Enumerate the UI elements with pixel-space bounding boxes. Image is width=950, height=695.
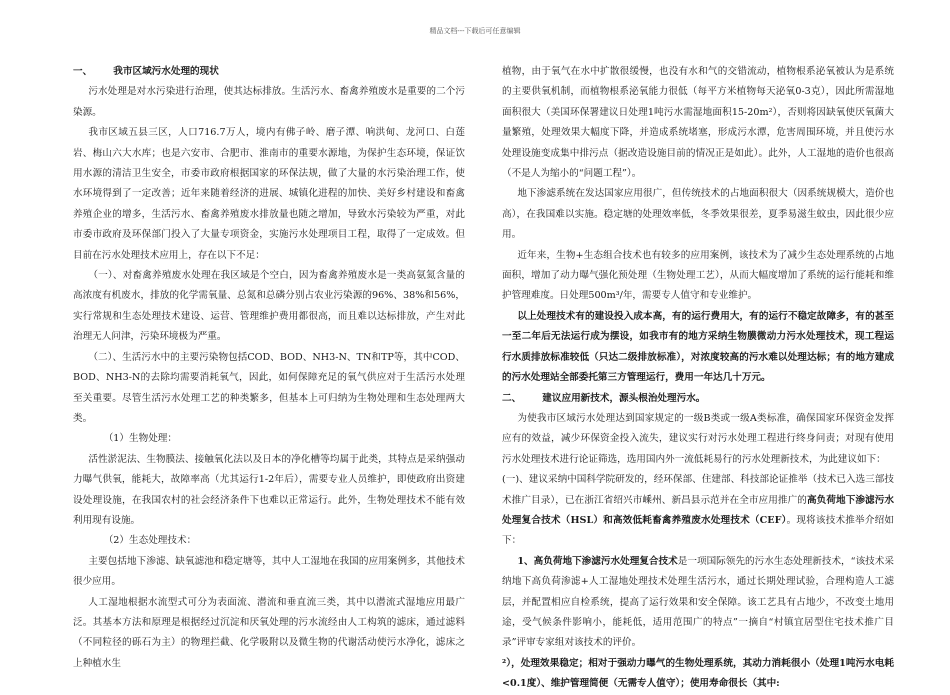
text-run: 是一项国际领先的污水生态处理新技术，“该技术采纳地下高负荷渗滤+人工湿地处理技术处理生活污水，通过长期处理试验，合理构造人工滤层，并配置相应自检系统，提高了运行效果和安全保障。该工艺具有占地少，不改变土地用途，受气候条件影响小，能耗低，适用范围广的特点”一摘自“村镇宜居型住宅技术推广目录”评审专家组对该技术的评价。 — [502, 555, 894, 649]
subheading: （1）生物处理： — [103, 433, 177, 445]
right-column — [502, 62, 894, 695]
text-run: 。现将该技术推举介绍如下： — [502, 514, 894, 547]
paragraph: 污水处理是对水污染进行治理，使其达标排放。生活污水、畜禽养殖废水是重要的二个污染源。 — [73, 86, 465, 118]
left-column — [73, 62, 465, 674]
paragraph — [502, 552, 894, 654]
paragraph: 人工湿地根据水流型式可分为表面流、潜流和垂直流三类，其中以潜流式湿地应用最广泛。其基本方法和原理是根据经过沉淀和厌氧处理的污水流经由人工构筑的滤床，通过滤料（不同粒径的砾石为主）的物理拦截、化学吸附以及微生物的代谢活动使污水净化，滤床之上种植水生 — [73, 596, 465, 669]
section-heading-2 — [502, 389, 894, 409]
paragraph: （一）、对畜禽养殖废水处理在我区域是个空白，因为畜禽养殖废水是一类高氨氮含量的高浓度有机废水，排放的化学需氧量、总氮和总磷分别占农业污染源的96%、38%和56%，实行常规和生态处理技术建设、运营、管理维护费用都很高，而且难以达标排放，产生对此治理无人问津，污染环境极为严重。 — [73, 270, 465, 343]
section-number: 一、 — [73, 66, 93, 77]
paragraph: 近年来，生物+生态组合技术也有较多的应用案例，该技术为了减少生态处理系统的占地面积，增加了动力曝气强化预处理（生物处理工艺），从而大幅度增加了系统的运行能耗和维护管理难度。日处理500m³/年，需要专人值守和专业维护。 — [502, 249, 894, 302]
paragraph — [502, 470, 894, 552]
section-number: 二、 — [502, 392, 522, 404]
bold-run: 1、高负荷地下渗滤污水处理复合技术 — [517, 555, 678, 567]
bold-paragraph: ²），处理效果稳定；相对于强动力曝气的生物处理系统，其动力消耗很小（处理1吨污水电耗<0.1度）、维护管理简便（无需专人值守）；使用寿命很长（其中: — [502, 657, 894, 690]
paragraph: 地下渗滤系统在发达国家应用很广，但传统技术的占地面积很大（因系统规模大，造价也高），在我国难以实施。稳定塘的处理效率低，冬季效果很差，夏季易滋生蚊虫，因此很少应用。 — [502, 188, 894, 241]
paragraph: 为使我市区域污水处理达到国家规定的一级B类或一级A类标准，确保国家环保资金发挥应有的效益，减少环保资金投入流失，建议实行对污水处理工程进行终身问责；对现有使用污水处理技术进行论证筛选，选用国内外一流低耗易行的污水处理新技术，为此建议如下： — [502, 412, 894, 465]
section-title: 建议应用新技术，源头根治处理污水。 — [542, 392, 706, 404]
paragraph: 活性淤泥法、生物膜法、接触氧化法以及日本的净化槽等均属于此类，其特点是采纳强动力曝气供氧，能耗大，故障率高（尤其运行1-2年后），需要专业人员维护，即使政府出资建设处理设施，在我国农村的社会经济条件下也难以正常运行。此外，生物处理技术不能有效利用现有设施。 — [73, 453, 465, 526]
bold-run: 高负荷地下渗滤污水处理复合技术（HSL）和高效低耗畜禽养殖废水处理技术（CEF） — [502, 494, 895, 526]
paragraph: 我市区域五县三区，人口716.7万人，境内有佛子岭、磨子潭、响洪甸、龙河口、白莲岩、梅山六大水库；也是六安市、合肥市、淮南市的重要水源地，为保护生态环境，保证饮用水源的清洁卫生安全，市委市政府根据国家的环保法规，做了大量的水污染治理工作，使水环境得到了一定改善；近年来随着经济的进展、城镇化进程的加快、美好乡村建设和畜禽养殖企业的增多，生活污水、畜禽养殖废水排放量也随之增加，导致水污染较为严重，对此市委市政府及环保部门投入了大量专项资金，实施污水处理项目工程，取得了一定成效。但目前在污水处理技术应用上，存在以下不足： — [73, 127, 465, 261]
section-heading-1 — [73, 62, 465, 82]
section-title: 我市区域污水处理的现状 — [113, 66, 219, 77]
subheading: （2）生态处理技术： — [103, 535, 197, 547]
bold-paragraph: 以上处理技术有的建设投入成本高，有的运行费用大，有的运行不稳定故障多，有的甚至一至二年后无法运行成为摆设，如我市有的地方采纳生物膜微动力污水处理技术，现工程运行水质排放标准较低（只达二级排放标准），对浓度较高的污水难以处理达标；有的地方建成的污水处理站全部委托第三方管理运行，费用一年达几十万元。 — [502, 310, 894, 384]
paragraph: 主要包括地下渗滤、缺氧滤池和稳定塘等，其中人工湿地在我国的应用案例多，其他技术很少应用。 — [73, 555, 465, 588]
paragraph: （二）、生活污水中的主要污染物包括COD、BOD、NH3-N、TN和TP等，其中COD、BOD、NH3-N的去除均需要消耗氧气，因此，如何保障充足的氧气供应对于生活污水处理至关重要。尽管生活污水处理工艺的种类繁多，但基本上可归纳为生物处理和生态处理两大类。 — [73, 351, 465, 424]
page-header: 精品文档---下载后可任意编辑 — [429, 27, 521, 35]
text-run: (一)、建议采纳中国科学院研发的，经环保部、住建部、科技部论证推举（技术已入选三部技术推广目录），已在浙江省绍兴市嵊州、新昌县示范并在全市应用推广的 — [502, 474, 894, 506]
paragraph: 植物，由于氧气在水中扩散很缓慢，也没有水和气的交错流动，植物根系泌氧被认为是系统的主要供氧机制，而植物根系泌氧能力很低（每平方米植物每天泌氧0-3克），因此所需湿地面积很大（美国环保署建议日处理1吨污水需湿地面积15-20m²），否则将因缺氧使厌氧菌大量繁殖，处理效果大幅度下降，并造成系统堵塞，形成污水潭，危害周围环境，并且使污水处理设施变成集中排污点（据改造设施目前的情况正是如此）。此外，人工湿地的造价也很高（不是人为缩小的“问题工程”）。 — [502, 66, 894, 180]
